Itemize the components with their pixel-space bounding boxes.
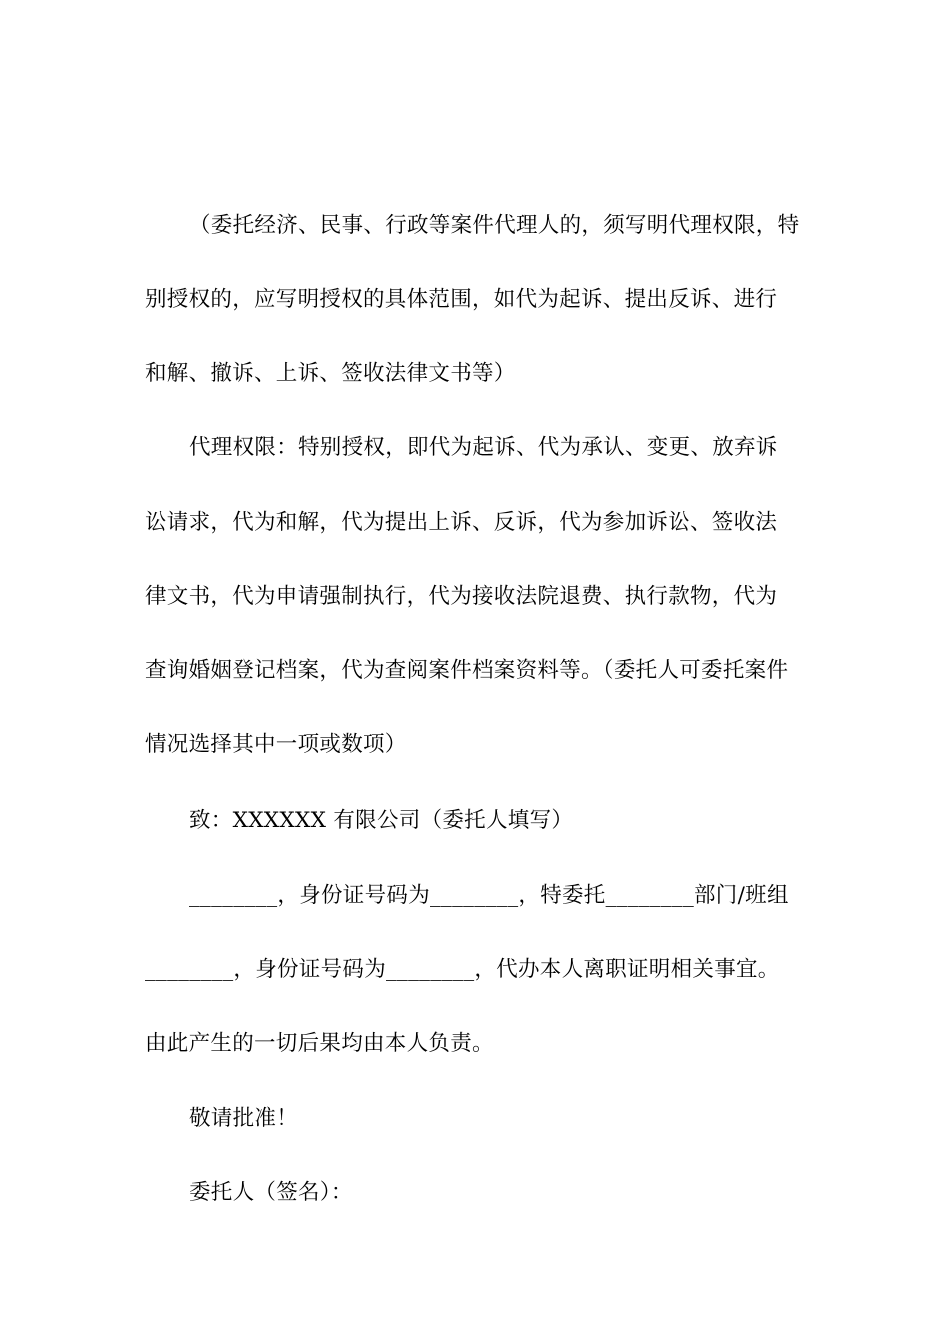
scope-note-line-3: 和解、撤诉、上诉、签收法律文书等） bbox=[145, 361, 516, 386]
signature-line: 委托人（签名）： bbox=[189, 1180, 353, 1205]
addressee-line: 致：XXXXXX 有限公司（委托人填写） bbox=[189, 808, 574, 833]
scope-note-line-2: 别授权的，应写明授权的具体范围，如代为起诉、提出反诉、进行 bbox=[145, 287, 778, 312]
authority-line-3: 律文书，代为申请强制执行，代为接收法院退费、执行款物，代为 bbox=[145, 584, 778, 609]
authority-line-5: 情况选择其中一项或数项） bbox=[145, 732, 407, 757]
authority-line-4: 查询婚姻登记档案，代为查阅案件档案资料等。（委托人可委托案件 bbox=[145, 658, 789, 683]
delegation-line-1: ________，身份证号码为________，特委托________部门/班组 bbox=[189, 883, 789, 908]
closing-line: 敬请批准！ bbox=[189, 1106, 299, 1131]
scope-note-line-1: （委托经济、民事、行政等案件代理人的，须写明代理权限，特 bbox=[189, 213, 800, 238]
delegation-line-3: 由此产生的一切后果均由本人负责。 bbox=[145, 1031, 494, 1056]
authority-line-2: 讼请求，代为和解，代为提出上诉、反诉，代为参加诉讼、签收法 bbox=[145, 510, 778, 535]
delegation-line-2: ________，身份证号码为________，代办本人离职证明相关事宜。 bbox=[145, 957, 780, 982]
authority-line-1: 代理权限：特别授权，即代为起诉、代为承认、变更、放弃诉 bbox=[189, 435, 778, 460]
